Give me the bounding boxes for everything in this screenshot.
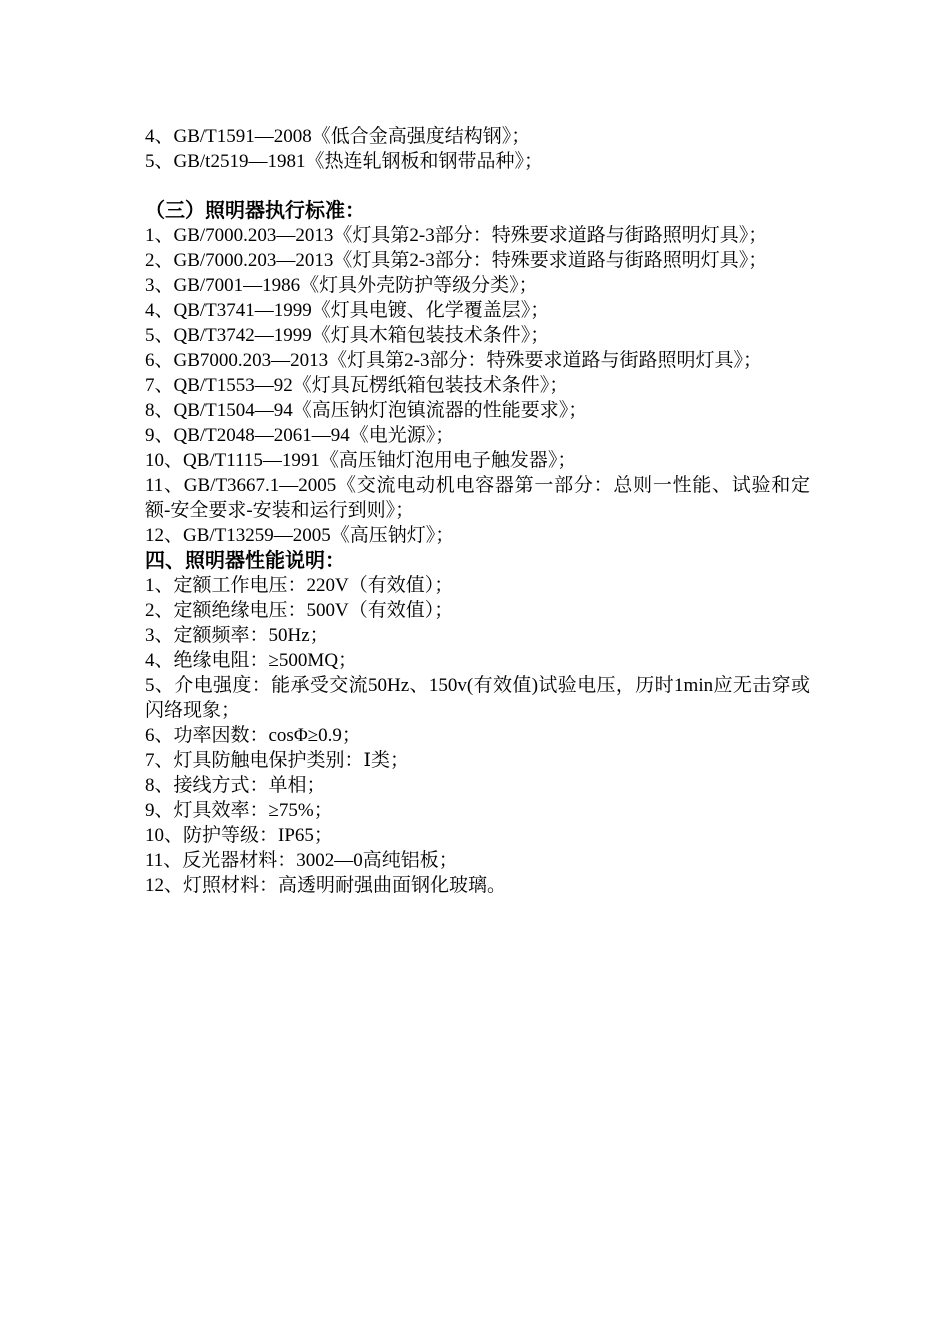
list-item: 3、定额频率：50Hz； [145, 625, 329, 646]
list-item: 3、GB/7001—1986《灯具外壳防护等级分类》； [145, 275, 538, 296]
section-lighting-standards [145, 198, 810, 548]
list-item: 7、灯具防触电保护类别：Ⅰ类； [145, 750, 410, 771]
list-item: 2、GB/7000.203—2013《灯具第2-3部分：特殊要求道路与街路照明灯具》； [145, 250, 768, 271]
list-item: 8、QB/T1504—94《高压钠灯泡镇流器的性能要求》； [145, 400, 588, 421]
list-item: 12、灯照材料：高透明耐强曲面钢化玻璃。 [145, 875, 507, 896]
list-item: 8、接线方式：单相； [145, 775, 326, 796]
section-heading: 四、照明器性能说明： [145, 548, 345, 572]
list-item: 1、GB/7000.203—2013《灯具第2-3部分：特殊要求道路与街路照明灯具》； [145, 225, 768, 246]
list-item: 4、QB/T3741—1999《灯具电镀、化学覆盖层》； [145, 300, 550, 321]
list-item: 1、定额工作电压：220V（有效值）； [145, 575, 454, 596]
list-item: 6、功率因数：cosΦ≥0.9； [145, 725, 361, 746]
list-item: 11、反光器材料：3002—0高纯铝板； [145, 850, 458, 871]
list-item: 10、防护等级：IP65； [145, 825, 333, 846]
section-performance [145, 548, 810, 898]
list-item: 5、介电强度：能承受交流50Hz、150v(有效值)试验电压，历时1min应无击穿或闪络现象； [145, 675, 810, 721]
list-item: 4、GB/T1591—2008《低合金高强度结构钢》； [145, 126, 531, 147]
list-item: 7、QB/T1553—92《灯具瓦楞纸箱包装技术条件》； [145, 375, 569, 396]
list-item: 5、QB/T3742—1999《灯具木箱包装技术条件》； [145, 325, 550, 346]
list-item: 10、QB/T1115—1991《高压铀灯泡用电子触发器》； [145, 450, 577, 471]
list-item: 12、GB/T13259—2005《高压钠灯》； [145, 525, 455, 546]
list-item: 6、GB7000.203—2013《灯具第2-3部分：特殊要求道路与街路照明灯具》； [145, 350, 762, 371]
list-item: 2、定额绝缘电压：500V（有效值）； [145, 600, 454, 621]
document-page [145, 124, 810, 898]
list-item: 11、GB/T3667.1—2005《交流电动机电容器第一部分：总则一性能、试验和定额-安全要求-安装和运行到则》； [145, 475, 810, 521]
list-item: 4、绝缘电阻：≥500MQ； [145, 650, 358, 671]
spacer [145, 174, 810, 198]
list-item: 9、灯具效率：≥75%； [145, 800, 333, 821]
section-heading: （三）照明器执行标准： [145, 198, 365, 222]
list-item: 5、GB/t2519—1981《热连轧钢板和钢带品种》； [145, 151, 543, 172]
top-list [145, 124, 810, 174]
list-item: 9、QB/T2048—2061—94《电光源》； [145, 425, 455, 446]
